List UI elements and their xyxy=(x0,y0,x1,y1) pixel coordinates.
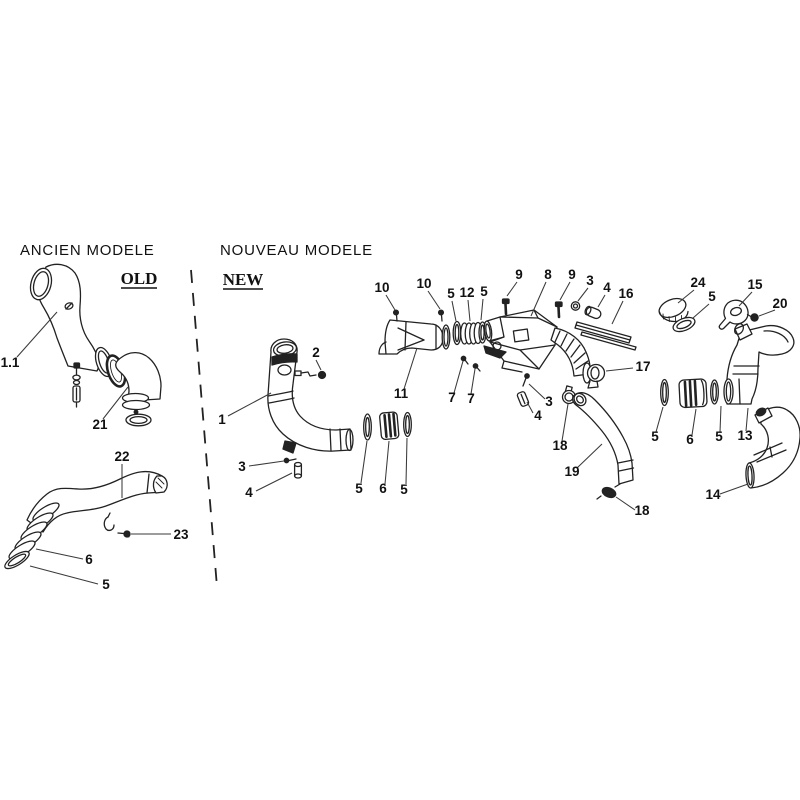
screw-7-right xyxy=(473,364,480,371)
callout-label-9: 9 xyxy=(515,267,523,282)
callout-label-4: 4 xyxy=(603,280,611,295)
rings-5-6-5-middle xyxy=(364,412,412,440)
callout-leader-14 xyxy=(720,484,748,494)
callout-label-5: 5 xyxy=(651,429,659,444)
callout-leader-4 xyxy=(598,295,605,307)
callout-leader-4 xyxy=(256,473,292,491)
callout-leader-16 xyxy=(612,301,623,324)
callout-label-16: 16 xyxy=(618,286,634,301)
inlet-duct-11 xyxy=(379,320,450,354)
callout-leader-10 xyxy=(428,291,440,309)
elbow-hose-14 xyxy=(745,407,800,489)
callout-label-19: 19 xyxy=(564,464,580,479)
callout-leader-10 xyxy=(386,295,395,310)
callout-leader-12 xyxy=(468,300,470,321)
spacer-4-left xyxy=(295,463,302,479)
callout-leader-2 xyxy=(316,360,321,370)
old-new-divider-line xyxy=(191,270,217,587)
old-hook-clip xyxy=(104,513,114,530)
callout-leader-11 xyxy=(404,348,417,389)
callout-leader-5 xyxy=(693,304,709,318)
callout-label-10: 10 xyxy=(416,276,432,291)
screw-2 xyxy=(295,371,326,379)
callout-label-22: 22 xyxy=(114,449,130,464)
callout-leader-5 xyxy=(361,441,367,483)
callout-label-3: 3 xyxy=(545,394,553,409)
old-elbow-21 xyxy=(116,353,161,426)
callout-leader-18 xyxy=(616,497,635,510)
callout-leader-1 xyxy=(228,393,271,416)
callout-leader-5 xyxy=(481,299,483,320)
callout-label-3: 3 xyxy=(238,459,246,474)
hose-22-end-cap xyxy=(153,476,167,493)
callout-label-8: 8 xyxy=(544,267,552,282)
bellows-5-12-5 xyxy=(453,322,486,345)
hose-1-drain-stub xyxy=(283,441,296,453)
callout-leader-9 xyxy=(560,282,570,300)
callout-label-18: 18 xyxy=(634,503,650,518)
callout-label-24: 24 xyxy=(690,275,706,290)
callout-label-5: 5 xyxy=(102,577,110,592)
callout-label-5: 5 xyxy=(708,289,716,304)
callout-label-18: 18 xyxy=(552,438,568,453)
callout-leader-5 xyxy=(30,566,98,584)
callout-label-4: 4 xyxy=(245,485,253,500)
callout-label-5: 5 xyxy=(355,481,363,496)
callout-label-6: 6 xyxy=(379,481,387,496)
callout-label-23: 23 xyxy=(173,527,189,542)
callout-label-21: 21 xyxy=(92,417,108,432)
callout-label-1.1: 1.1 xyxy=(0,355,20,370)
callout-label-17: 17 xyxy=(635,359,651,374)
callout-label-9: 9 xyxy=(568,267,576,282)
callout-leader-4 xyxy=(527,402,533,413)
callout-label-15: 15 xyxy=(747,277,763,292)
callout-label-14: 14 xyxy=(705,487,721,502)
callout-label-2: 2 xyxy=(312,345,320,360)
elbow-outlet-bolt xyxy=(134,410,138,414)
callout-label-3: 3 xyxy=(586,273,594,288)
old-section-tag: OLD xyxy=(120,269,158,288)
callout-leader-1.1 xyxy=(17,312,57,357)
bolt-9-right xyxy=(556,302,563,317)
callout-label-12: 12 xyxy=(459,285,475,300)
callout-label-1: 1 xyxy=(218,412,226,427)
callout-label-5: 5 xyxy=(480,284,488,299)
elbow-hose-13 xyxy=(724,322,794,404)
screw-3-under-box xyxy=(523,374,529,386)
screw-10-right xyxy=(439,310,444,321)
callout-label-20: 20 xyxy=(772,296,788,311)
callout-leader-6 xyxy=(36,549,83,559)
new-section-title: NOUVEAU MODELE xyxy=(220,242,373,259)
rings-5-6-5-right xyxy=(661,379,719,408)
callout-leader-7 xyxy=(454,361,463,393)
bolt-9-left xyxy=(503,299,510,314)
callout-label-6: 6 xyxy=(85,552,93,567)
callout-leader-24 xyxy=(678,290,694,303)
callout-leader-9 xyxy=(507,282,517,296)
old-drain-bolt xyxy=(73,363,80,407)
bushing-4 xyxy=(584,305,602,319)
callout-leader-15 xyxy=(739,292,752,306)
callout-leader-3 xyxy=(578,288,588,301)
drain-hose-19 xyxy=(572,391,634,484)
old-screw-23 xyxy=(118,531,130,537)
callout-leader-19 xyxy=(577,444,602,468)
callout-leader-5 xyxy=(452,301,456,321)
callout-label-11: 11 xyxy=(393,386,409,401)
spacer-4-under-box xyxy=(517,391,530,407)
callout-label-5: 5 xyxy=(400,482,408,497)
screw-10-left xyxy=(394,310,399,321)
new-intake-hose-1 xyxy=(268,339,353,453)
screw-20 xyxy=(748,314,759,321)
callout-leader-6 xyxy=(385,441,389,484)
callout-leader-3 xyxy=(249,461,284,466)
callout-label-6: 6 xyxy=(686,432,694,447)
seal-strip-16 xyxy=(575,322,636,350)
old-intake-snorkel-hose xyxy=(27,264,100,371)
callout-leader-8 xyxy=(531,282,546,316)
nut-3 xyxy=(571,302,579,310)
flange-17 xyxy=(583,363,605,388)
callout-label-13: 13 xyxy=(737,428,753,443)
callout-leader-5 xyxy=(406,438,407,484)
callout-leader-18 xyxy=(562,404,568,441)
callout-leader-17 xyxy=(606,368,633,371)
callout-label-5: 5 xyxy=(447,286,455,301)
callout-label-5: 5 xyxy=(715,429,723,444)
new-section-tag: NEW xyxy=(222,270,264,289)
callout-label-7: 7 xyxy=(448,390,456,405)
callout-label-7: 7 xyxy=(467,391,475,406)
callout-label-10: 10 xyxy=(374,280,390,295)
screw-3-left xyxy=(284,458,296,462)
airbox-8 xyxy=(483,310,557,372)
old-section-title: ANCIEN MODELE xyxy=(20,242,155,259)
callout-label-4: 4 xyxy=(534,408,542,423)
callout-leader-3 xyxy=(529,384,545,399)
